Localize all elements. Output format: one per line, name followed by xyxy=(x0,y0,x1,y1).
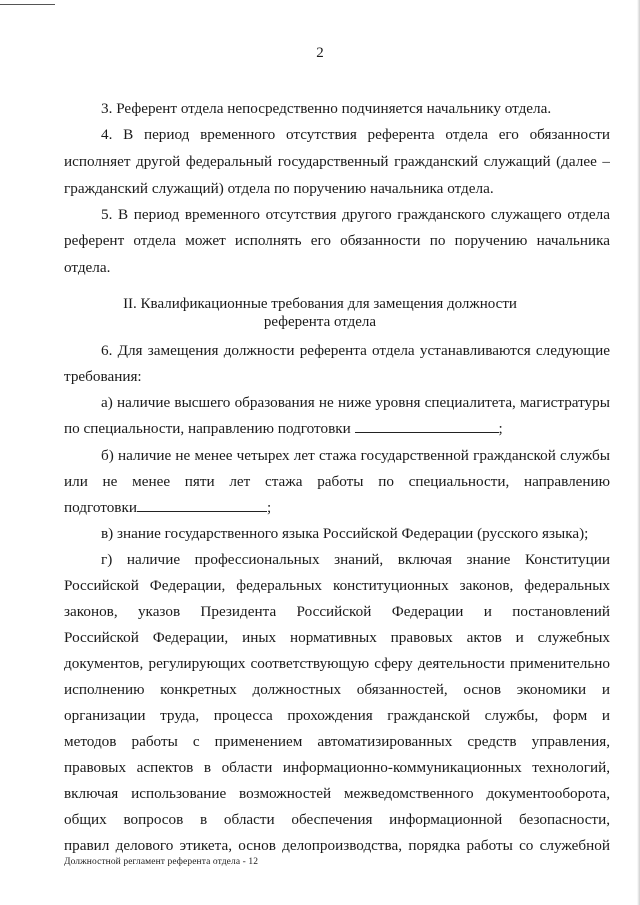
item-g-line-11: общих вопросов в области обеспечения информационной безопасности, xyxy=(64,811,610,828)
item-b-line-3 xyxy=(64,497,610,519)
item-g-line-5: документов, регулирующих соответствующую сферу деятельности применительно xyxy=(64,655,610,672)
paragraph-4-line-1: 4. В период временного отсутствия референта отдела его обязанности xyxy=(101,126,610,143)
item-a-line-2 xyxy=(64,418,610,440)
paragraph-5-line-2: референт отдела может исполнять его обязанности по поручению начальника xyxy=(64,232,610,249)
paragraph-4-line-3: гражданский служащий) отдела по поручению начальника отдела. xyxy=(64,180,494,197)
item-a-line-1: а) наличие высшего образования не ниже уровня специалитета, магистратуры xyxy=(101,394,610,411)
document-footer: Должностной регламент референта отдела - 12 xyxy=(64,857,259,867)
paragraph-6-line-1: 6. Для замещения должности референта отдела устанавливаются следующие xyxy=(101,342,610,359)
section-heading-line-2: референта отдела xyxy=(263,314,377,330)
item-g-line-10: включая использование возможностей межведомственного документооборота, xyxy=(64,785,610,802)
item-g-line-7: организации труда, процесса прохождения гражданской службы, форм и xyxy=(64,707,610,724)
item-g-line-9: правовых аспектов в области информационно-коммуникационных технологий, xyxy=(64,759,610,776)
item-a-line-2-end: ; xyxy=(498,420,503,437)
item-g-line-8: методов работы с применением автоматизированных средств управления, xyxy=(64,733,610,750)
item-g-line-12: правил делового этикета, основ делопроизводства, порядка работы со служебной xyxy=(64,837,610,854)
item-b-line-1: б) наличие не менее четырех лет стажа государственной гражданской службы xyxy=(101,447,610,464)
paragraph-4-line-2: исполняет другой федеральный государственный гражданский служащий (далее – xyxy=(64,153,610,170)
page-number: 2 xyxy=(316,45,324,61)
blank-field-direction xyxy=(137,497,267,512)
item-g-line-2: Российской Федерации, федеральных конституционных законов, федеральных xyxy=(64,577,610,594)
item-g-line-3: законов, указов Президента Российской Федерации и постановлений xyxy=(64,603,610,620)
section-heading-line-1: II. Квалификационные требования для замещения должности xyxy=(123,296,517,312)
paragraph-6-line-2: требования: xyxy=(64,368,142,385)
item-b-line-2: или не менее пяти лет стажа работы по специальности, направлению xyxy=(64,473,610,490)
item-g-line-4: Российской Федерации, иных нормативных правовых актов и служебных xyxy=(64,629,610,646)
item-g-line-1: г) наличие профессиональных знаний, включая знание Конституции xyxy=(101,551,610,568)
item-v: в) знание государственного языка Российской Федерации (русского языка); xyxy=(101,525,589,542)
scan-edge-top xyxy=(0,0,55,5)
item-b-line-3-text: подготовки xyxy=(64,499,137,516)
paragraph-3: 3. Референт отдела непосредственно подчиняется начальнику отдела. xyxy=(101,100,552,117)
blank-field-specialty xyxy=(355,418,499,433)
item-b-line-3-end: ; xyxy=(266,499,272,516)
item-g-line-6: исполнению конкретных должностных обязанностей, основ экономики и xyxy=(64,681,610,698)
item-a-line-2-text: по специальности, направлению подготовки xyxy=(64,420,351,437)
paragraph-5-line-3: отдела. xyxy=(64,259,111,276)
paragraph-5-line-1: 5. В период временного отсутствия другого гражданского служащего отдела xyxy=(101,206,610,223)
